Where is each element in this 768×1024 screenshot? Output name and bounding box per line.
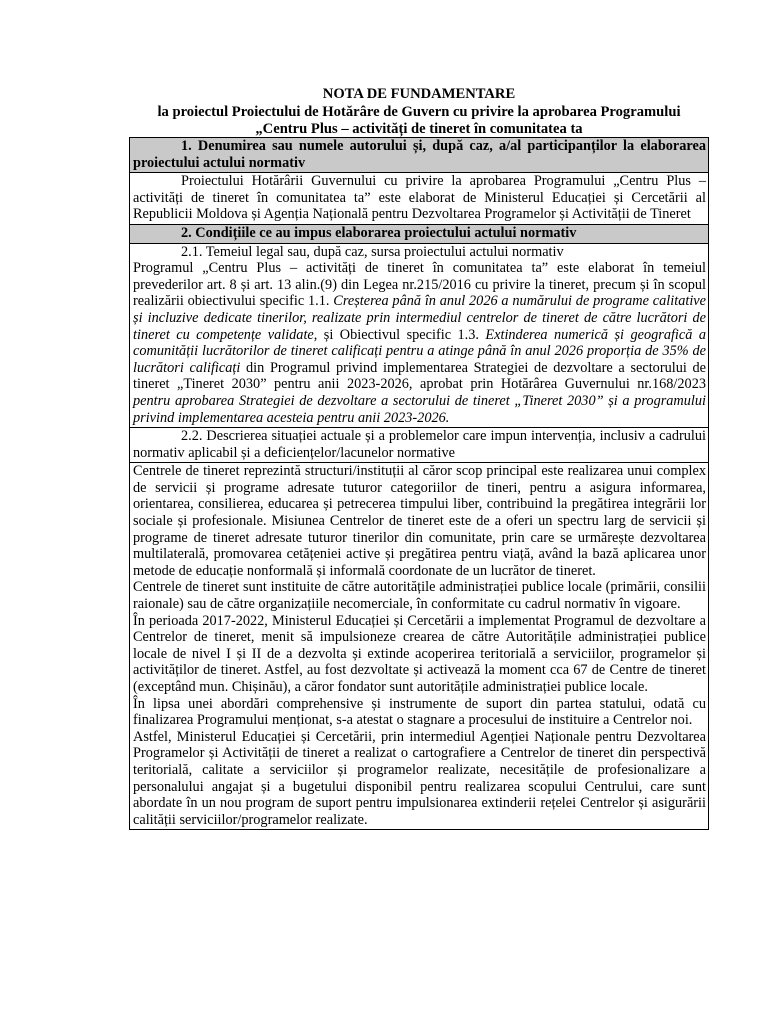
s2-2-paragraph: În perioada 2017-2022, Ministerul Educației și Cercetării a implementat Programul de dezvoltare a Centrelor de tineret, menit să impulsioneze crearea de către Autoritățile administrației publice locale de nivel I și II de a dezvolta și extinde acoperirea teritorială a serviciilor, programelor și activităților de tineret. Astfel, au fost dezvoltate și activează la moment cca 67 de Centre de tineret (exceptând mun. Chișinău), a căror fondator sunt autoritățile administrației publice locale. <box>133 612 706 695</box>
s2-1-text-a: Programul „Centru Plus – activități de tineret în comunitatea ta” este elaborat în temeiul prevederilor art. 8 și art. 13 alin.(9) din Legea nr.215/2016 cu privire la tineret, precum și în scopul realizării obiectivului specific 1.1. <box>133 260 706 310</box>
document-subtitle-line1: la proiectul Proiectului de Hotărâre de Guvern cu privire la aprobarea Programului <box>157 103 681 120</box>
section-2-2-body-row <box>130 463 709 830</box>
s2-1-hg-title: pentru aprobarea Strategiei de dezvoltare a sectorului de tineret „Tineret 2030” și a programului privind implementarea acesteia pentru anii 2023-2026. <box>133 392 706 426</box>
s2-2-paragraph: Centrele de tineret sunt instituite de către autoritățile administrației publice locale (primării, consilii raionale) sau de către organizațiile necomerciale, în conformitate cu cadrul normativ în vigoare. <box>133 579 706 613</box>
s2-1-text-c: , și Obiectivul specific 1.3. <box>313 326 486 343</box>
s2-1-objective-1-1: Creșterea până în anul 2026 a numărului de programe calitative și incluzive dedicate tinerilor, realizate prin intermediul centrelor de tineret de către lucrători de tineret cu competențe validate <box>133 293 706 343</box>
section-2-1-row <box>130 243 709 428</box>
nota-table <box>129 137 709 830</box>
section-2-2-body <box>130 463 709 830</box>
section-2-1-title: 2.1. Temeiul legal sau, după caz, sursa proiectului actului normativ <box>181 243 564 260</box>
section-1-header: 1. Denumirea sau numele autorului și, după caz, a/al participanților la elaborarea proiectului actului normativ <box>130 138 709 173</box>
section-2-2-title-row <box>130 428 709 463</box>
section-2-1-text <box>133 260 706 426</box>
document-heading <box>130 86 708 139</box>
document-subtitle-line2: „Centru Plus – activități de tineret în comunitatea ta <box>255 121 583 138</box>
section-1-header-row <box>130 138 709 173</box>
section-2-2-title: 2.2. Descrierea situației actuale și a problemelor care impun intervenția, inclusiv a cadrului normativ aplicabil și a deficiențelor/lacunelor normative <box>130 428 709 463</box>
s2-2-paragraph: În lipsa unei abordări comprehensive și instrumente de suport din partea statului, odată cu finalizarea Programului menționat, s-a atestat o stagnare a procesului de instituire a Centrelor noi. <box>133 695 706 729</box>
s2-2-paragraph: Astfel, Ministerul Educației și Cercetării, prin intermediul Agenției Naționale pentru Dezvoltarea Programelor și Activității de tineret a realizat o cartografiere a Centrelor de tineret din perspectivă teritorială, calitate a serviciilor și programelor realizate, necesitățile de profesionalizare a personalului angajat și a bugetului disponibil pentru realizarea scopului Centrului, care sunt abordate în un nou program de suport pentru impulsionarea extinderii rețelei Centrelor și asigurării calității serviciilor/programelor realizate. <box>133 728 706 828</box>
document-title: NOTA DE FUNDAMENTARE <box>322 86 516 102</box>
s2-1-text-e: din Programul privind implementarea Strategiei de dezvoltare a sectorului de tineret „Tineret 2030” pentru anii 2023-2026, aprobat prin Hotărârea Guvernului nr.168/2023 <box>133 359 706 393</box>
section-1-body-row <box>130 173 709 225</box>
section-2-header-row <box>130 224 709 243</box>
section-1-body: Proiectului Hotărârii Guvernului cu privire la aprobarea Programului „Centru Plus – activități de tineret în comunitatea ta” este elaborat de Ministerul Educației și Cercetării al Republicii Moldova și Agenția Națională pentru Dezvoltarea Programelor și Activității de Tineret <box>130 173 709 225</box>
s2-1-objective-1-3: Extinderea numerică și geografică a comunității lucrătorilor de tineret calificați pentru a atinge până în anul 2026 proporția de 35% de lucrători calificați <box>133 326 706 376</box>
section-2-header: 2. Condițiile ce au impus elaborarea proiectului actului normativ <box>130 224 709 243</box>
section-2-1-cell <box>130 243 709 428</box>
s2-2-paragraph: Centrele de tineret reprezintă structuri/instituții al căror scop principal este realizarea unui complex de servicii și programe adresate tuturor categoriilor de tineri, pentru a asigura informarea, orientarea, consilierea, educarea și petrecerea timpului liber, contribuind la pregătirea integrării lor sociale și profesionale. Misiunea Centrelor de tineret este de a oferi un spectru larg de servicii și programe de tineret adresate tuturor tinerilor din comunitate, prin care se urmărește dezvoltarea multilaterală, promovarea cetățeniei active și pregătirea pentru viață, având la bază aplicarea unor metode de educație nonformală și informală coordonate de un lucrător de tineret. <box>133 463 706 579</box>
